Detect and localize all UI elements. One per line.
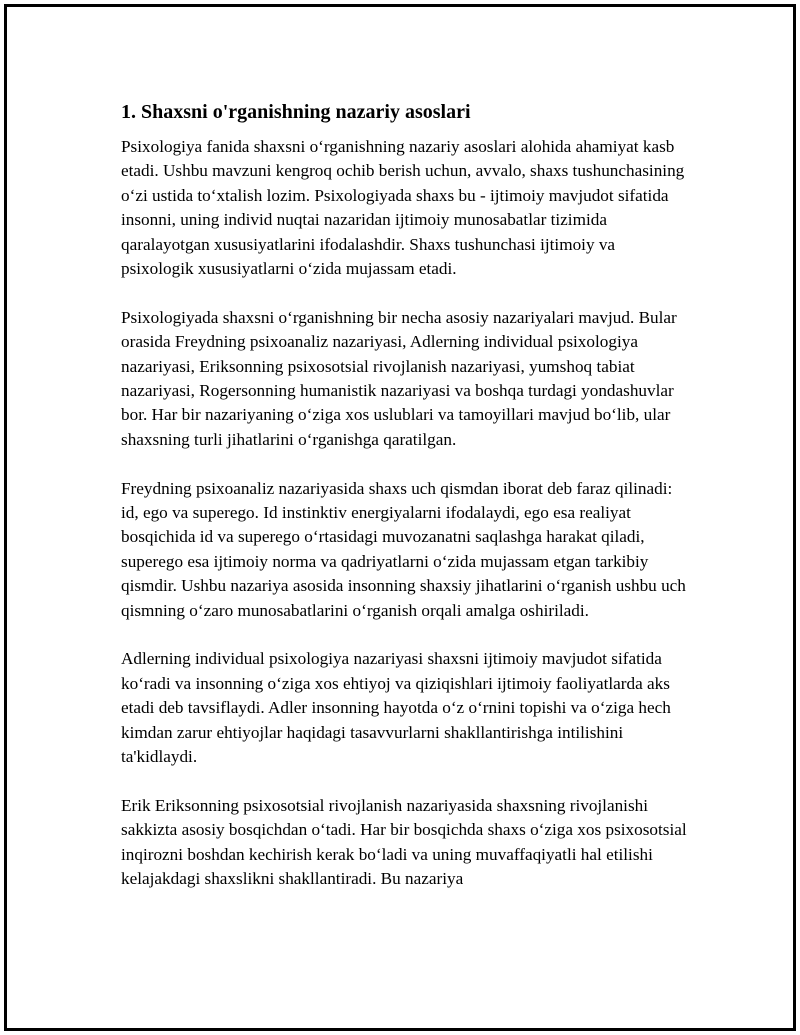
document-page	[4, 4, 796, 1031]
paragraph-theories-overview: Psixologiyada shaxsni o‘rganishning bir necha asosiy nazariyalari mavjud. Bular orasida Freydning psixoanaliz nazariyasi, Adlerning individual psixologiya nazariyasi, Eriksonning psixosotsial rivojlanish nazariyasi, yumshoq tabiat nazariyasi, Rogersonning humanistik nazariyasi va boshqa turdagi yondashuvlar bor. Har bir nazariyaning o‘ziga xos uslublari va tamoyillari mavjud bo‘lib, ular shaxsning turli jihatlarini o‘rganishga qaratilgan.	[121, 307, 677, 449]
paragraph-freud-theory: Freydning psixoanaliz nazariyasida shaxs uch qismdan iborat deb faraz qilinadi: id, ego va superego. Id instinktiv energiyalarni ifodalaydi, ego esa realiyat bosqichida id va superego o‘rtasidagi muvozanatni saqlashga harakat qiladi, superego esa ijtimoiy norma va qadriyatlarni o‘zida mujassam etgan tarkibiy qismdir. Ushbu nazariya asosida insonning shaxsiy jihatlarini o‘rganish ushbu uch qismning o‘zaro munosabatlarini o‘rganish orqali amalga oshiriladi.	[121, 478, 686, 620]
paragraph-personality-concept: Psixologiya fanida shaxsni o‘rganishning nazariy asoslari alohida ahamiyat kasb etadi. Ushbu mavzuni kengroq ochib berish uchun, avvalo, shaxs tushunchasining o‘zi ustida to‘xtalish lozim. Psixologiyada shaxs bu - ijtimoiy mavjudot sifatida insonni, uning individ nuqtai nazaridan ijtimoiy munosabatlar tizimida qaralayotgan xususiyatlarini ifodalashdir. Shaxs tushunchasi ijtimoiy va psixologik xususiyatlarni o‘zida mujassam etadi.	[121, 137, 685, 279]
document-body	[121, 99, 691, 916]
section-heading: 1. Shaxsni o'rganishning nazariy asoslari	[121, 101, 471, 123]
paragraph-adler-theory: Adlerning individual psixologiya nazariyasi shaxsni ijtimoiy mavjudot sifatida ko‘radi va insonning o‘ziga xos ehtiyoj va qiziqishlari ijtimoiy faoliyatlarda aks etadi deb tavsiflaydi. Adler insonning hayotda o‘z o‘rnini topishi va o‘ziga hech kimdan zarur ehtiyojlar haqidagi tasavvurlarni shakllantirishga intilishini ta'kidlaydi.	[121, 649, 671, 767]
paragraph-erikson-theory: Erik Eriksonning psixosotsial rivojlanish nazariyasida shaxsning rivojlanishi sakkizta asosiy bosqichdan o‘tadi. Har bir bosqichda shaxs o‘ziga xos psixosotsial inqirozni boshdan kechirish kerak bo‘ladi va uning muvaffaqiyatli hal etilishi kelajakdagi shaxslikni shakllantiradi. Bu nazariya	[121, 795, 687, 889]
